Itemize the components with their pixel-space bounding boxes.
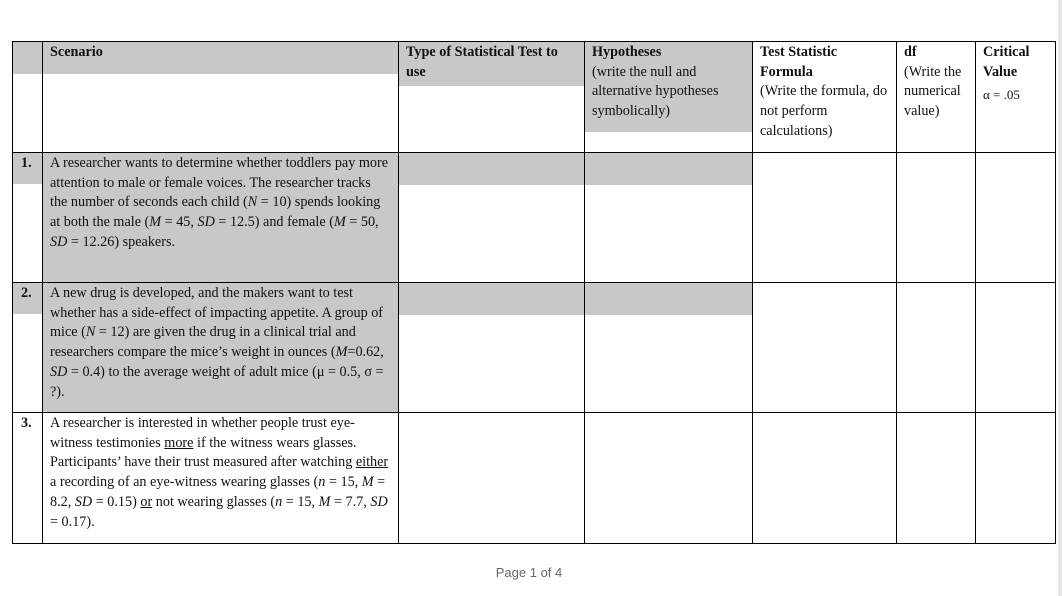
header-df-sub: (Write the numerical value) [904,63,962,120]
answer-hypotheses-cell[interactable] [585,413,753,544]
table-row [13,413,1056,544]
answer-df-cell[interactable] [897,413,976,544]
header-row [13,42,1056,153]
row-number-cell [13,153,43,283]
answer-formula-cell[interactable] [753,153,897,283]
answer-test-type-cell[interactable] [399,413,585,544]
header-critical-cell [976,42,1056,153]
row-number-cell [13,283,43,413]
scenario-cell [43,413,399,544]
answer-test-type-shade [399,153,584,185]
answer-hypotheses-cell[interactable] [585,283,753,413]
header-scenario: Scenario [43,42,398,74]
answer-formula-cell[interactable] [753,413,897,544]
header-scenario-cell [43,42,399,153]
header-hypotheses-title: Hypotheses [592,44,662,60]
header-number-shade [13,42,42,74]
header-alpha: α = .05 [983,87,1020,103]
header-formula-sub: (Write the formula, do not perform calculations) [760,83,888,139]
answer-hypotheses-cell[interactable] [585,153,753,283]
answer-df-cell[interactable] [897,153,976,283]
header-formula-cell [753,42,897,153]
scenario-text: A new drug is developed, and the makers want to test whether has a side-effect of impacting appetite. A group of mice (N = 12) are given the drug in a clinical trial and researchers compare the mice’s weight in ounces (M=0.62, SD = 0.4) to the average weight of adult mice (μ = 0.5, σ = ?). [50,285,384,400]
answer-df-cell[interactable] [897,283,976,413]
answer-hypotheses-shade [585,153,752,185]
header-critical-block [976,42,1055,109]
scenario-cell [43,153,399,283]
answer-hypotheses-shade [585,283,752,315]
header-hypotheses-block [585,42,752,132]
answer-test-type-shade [399,283,584,315]
header-df-title: df [904,44,917,60]
header-formula-block [753,42,896,146]
row-number: 2. [13,283,42,314]
window-edge [1058,0,1062,596]
table-row [13,153,1056,283]
answer-critical-cell[interactable] [976,283,1056,413]
answer-test-type-cell[interactable] [399,283,585,413]
header-test-type-cell [399,42,585,153]
answer-formula-cell[interactable] [753,283,897,413]
header-hypotheses-cell [585,42,753,153]
worksheet-table [12,41,1056,544]
header-number-cell [13,42,43,153]
table-row [13,283,1056,413]
answer-test-type-cell[interactable] [399,153,585,283]
header-critical-title: Critical Value [983,44,1030,80]
scenario-text: A researcher is interested in whether people trust eye-witness testimonies more if the witness wears glasses. Participants’ have their trust measured after watching either a recording of an eye-witness wearing glasses (n = 15, M = 8.2, SD = 0.15) or not wearing glasses (n = 15, M = 7.7, SD = 0.17). [50,415,389,530]
scenario-cell [43,283,399,413]
header-test-type: Type of Statistical Test to use [399,42,584,86]
row-number: 3. [21,415,32,431]
row-number-cell [13,413,43,544]
page-number-footer: Page 1 of 4 [495,565,563,580]
answer-critical-cell[interactable] [976,413,1056,544]
header-hypotheses-sub: (write the null and alternative hypotheses symbolically) [592,63,719,120]
row-number: 1. [13,153,42,184]
answer-critical-cell[interactable] [976,153,1056,283]
header-formula-title: Test Statistic Formula [760,44,838,80]
header-df-block [897,42,975,126]
header-df-cell [897,42,976,153]
scenario-text: A researcher wants to determine whether toddlers pay more attention to male or female voices. The researcher tracks the number of seconds each child (N = 10) spends looking at both the male (M = 45, SD = 12.5) and female (M = 50, SD = 12.26) speakers. [50,155,389,250]
